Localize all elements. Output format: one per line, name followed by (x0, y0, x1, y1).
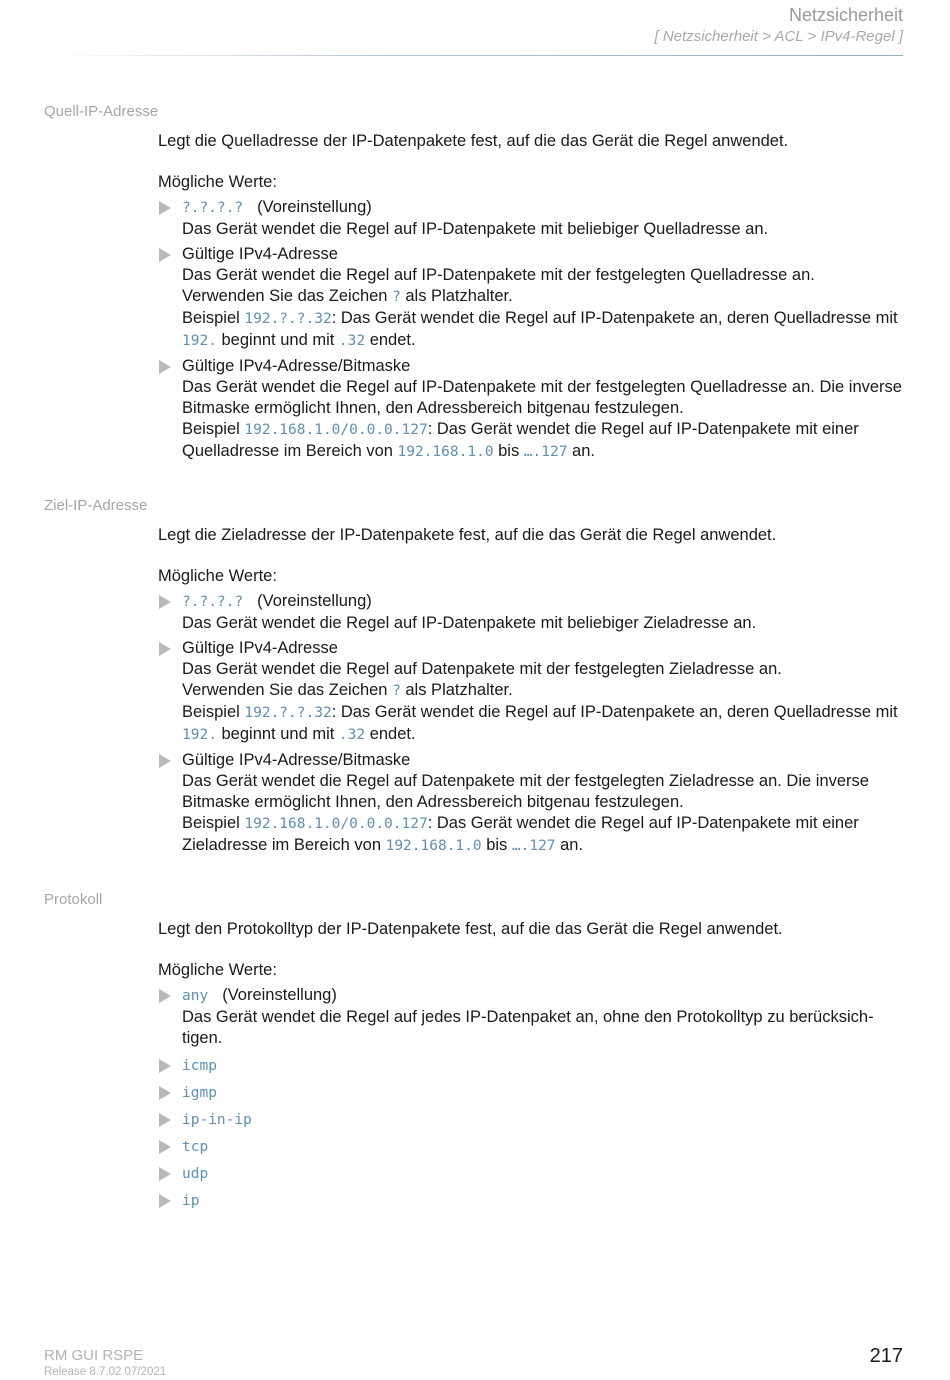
list-item (158, 1136, 906, 1158)
triangle-bullet-icon (159, 989, 171, 1003)
possible-values-heading: Mögliche Werte: (158, 567, 277, 585)
list-item (158, 1082, 906, 1104)
triangle-bullet-icon (159, 1059, 171, 1073)
value-title: Gültige IPv4-Adresse (182, 639, 338, 657)
release-info: Release 8.7.02 07/2021 (44, 1366, 167, 1378)
list-item (158, 1055, 906, 1077)
section-label: Quell-IP-Adresse (44, 103, 159, 120)
triangle-bullet-icon (159, 1086, 171, 1100)
example-text: Beispiel 192.168.1.0/0.0.0.127: Das Gerät wendet die Regel auf IP-Datenpakete mit einer Zieladresse im Bereich von 192.168.1.0 bis ….127 an. (182, 814, 859, 854)
section-description: Legt die Quelladresse der IP-Datenpakete fest, auf die das Gerät die Regel anwendet. (158, 132, 789, 150)
list-item (158, 1163, 906, 1185)
possible-values-heading: Mögliche Werte: (158, 961, 277, 979)
protocol-code: igmp (182, 1085, 217, 1101)
section-body (158, 919, 906, 1217)
triangle-bullet-icon (159, 1167, 171, 1181)
protocol-code: udp (182, 1166, 209, 1182)
page-footer (44, 1347, 166, 1379)
wildcard-note: Verwenden Sie das Zeichen ? als Platzhalter. (182, 681, 513, 699)
triangle-bullet-icon (159, 248, 171, 262)
value-description: Das Gerät wendet die Regel auf IP-Datenpakete mit der festgelegten Quelladresse an. (182, 266, 815, 284)
triangle-bullet-icon (159, 201, 171, 215)
value-description: Das Gerät wendet die Regel auf IP-Datenpakete mit der festgelegten Quelladresse an. Die inverse Bitmaske ermöglicht Ihnen, den Adressbereich bitgenau festzulegen. (182, 378, 902, 417)
triangle-bullet-icon (159, 595, 171, 609)
list-item (158, 1190, 906, 1212)
values-list (158, 197, 906, 463)
section-label: Ziel-IP-Adresse (44, 497, 148, 514)
header-divider (47, 55, 903, 56)
list-item (158, 985, 906, 1049)
section-body (158, 525, 906, 861)
triangle-bullet-icon (159, 1194, 171, 1208)
value-description: Das Gerät wendet die Regel auf IP-Datenpakete mit beliebiger Quelladresse an. (182, 220, 769, 238)
protocol-code: tcp (182, 1139, 209, 1155)
protocol-code: ip (182, 1193, 200, 1209)
value-code: ?.?.?.? (182, 594, 244, 610)
list-item (158, 638, 906, 746)
page-header (655, 4, 903, 47)
section-description: Legt die Zieladresse der IP-Datenpakete fest, auf die das Gerät die Regel anwendet. (158, 526, 777, 544)
value-title: Gültige IPv4-Adresse (182, 245, 338, 263)
list-item (158, 1109, 906, 1131)
example-code: 192.168.1.0/0.0.0.127 (244, 816, 428, 832)
example-text: Beispiel 192.168.1.0/0.0.0.127: Das Gerät wendet die Regel auf IP-Datenpakete mit einer Quelladresse im Bereich von 192.168.1.0 bis ….127 an. (182, 420, 859, 460)
list-item (158, 591, 906, 634)
triangle-bullet-icon (159, 360, 171, 374)
list-item (158, 244, 906, 352)
possible-values-heading: Mögliche Werte: (158, 173, 277, 191)
example-text: Beispiel 192.?.?.32: Das Gerät wendet die Regel auf IP-Datenpakete an, deren Quelladresse mit 192. beginnt und mit .32 endet. (182, 309, 898, 349)
default-marker: (Voreinstellung) (257, 198, 372, 216)
value-code: ?.?.?.? (182, 200, 244, 216)
value-description: Das Gerät wendet die Regel auf Datenpakete mit der festgelegten Zieladresse an. Die inverse Bitmaske ermöglicht Ihnen, den Adressbereich bitgenau festzulegen. (182, 772, 869, 811)
triangle-bullet-icon (159, 1113, 171, 1127)
section-description: Legt den Protokolltyp der IP-Datenpakete fest, auf die das Gerät die Regel anwendet. (158, 920, 783, 938)
protocol-code: icmp (182, 1058, 217, 1074)
document-name: RM GUI RSPE (44, 1347, 144, 1364)
chapter-title: Netzsicherheit (788, 5, 903, 25)
page-number: 217 (869, 1345, 903, 1367)
triangle-bullet-icon (159, 642, 171, 656)
wildcard-note: Verwenden Sie das Zeichen ? als Platzhalter. (182, 287, 513, 305)
value-title: Gültige IPv4-Adresse/Bitmaske (182, 751, 411, 769)
value-title: Gültige IPv4-Adresse/Bitmaske (182, 357, 411, 375)
wildcard-code: ? (392, 289, 401, 305)
default-marker: (Voreinstellung) (257, 592, 372, 610)
example-text: Beispiel 192.?.?.32: Das Gerät wendet die Regel auf IP-Datenpakete an, deren Quelladresse mit 192. beginnt und mit .32 endet. (182, 703, 898, 743)
section-label: Protokoll (44, 891, 103, 908)
protocol-code: ip-in-ip (182, 1112, 252, 1128)
triangle-bullet-icon (159, 754, 171, 768)
value-description: Das Gerät wendet die Regel auf jedes IP-Datenpaket an, ohne den Protokolltyp zu berücksich-tigen. (182, 1008, 874, 1047)
wildcard-code: ? (392, 683, 401, 699)
default-marker: (Voreinstellung) (222, 986, 337, 1004)
example-code: 192.?.?.32 (244, 311, 332, 327)
list-item (158, 356, 906, 463)
section-body (158, 131, 906, 467)
values-list (158, 985, 906, 1212)
values-list (158, 591, 906, 857)
breadcrumb: [ Netzsicherheit > ACL > IPv4-Regel ] (654, 28, 903, 45)
list-item (158, 197, 906, 240)
value-code: any (182, 988, 209, 1004)
example-code: 192.?.?.32 (244, 705, 332, 721)
value-description: Das Gerät wendet die Regel auf Datenpakete mit der festgelegten Zieladresse an. (182, 660, 782, 678)
value-description: Das Gerät wendet die Regel auf IP-Datenpakete mit beliebiger Zieladresse an. (182, 614, 757, 632)
triangle-bullet-icon (159, 1140, 171, 1154)
example-code: 192.168.1.0/0.0.0.127 (244, 422, 428, 438)
list-item (158, 750, 906, 857)
